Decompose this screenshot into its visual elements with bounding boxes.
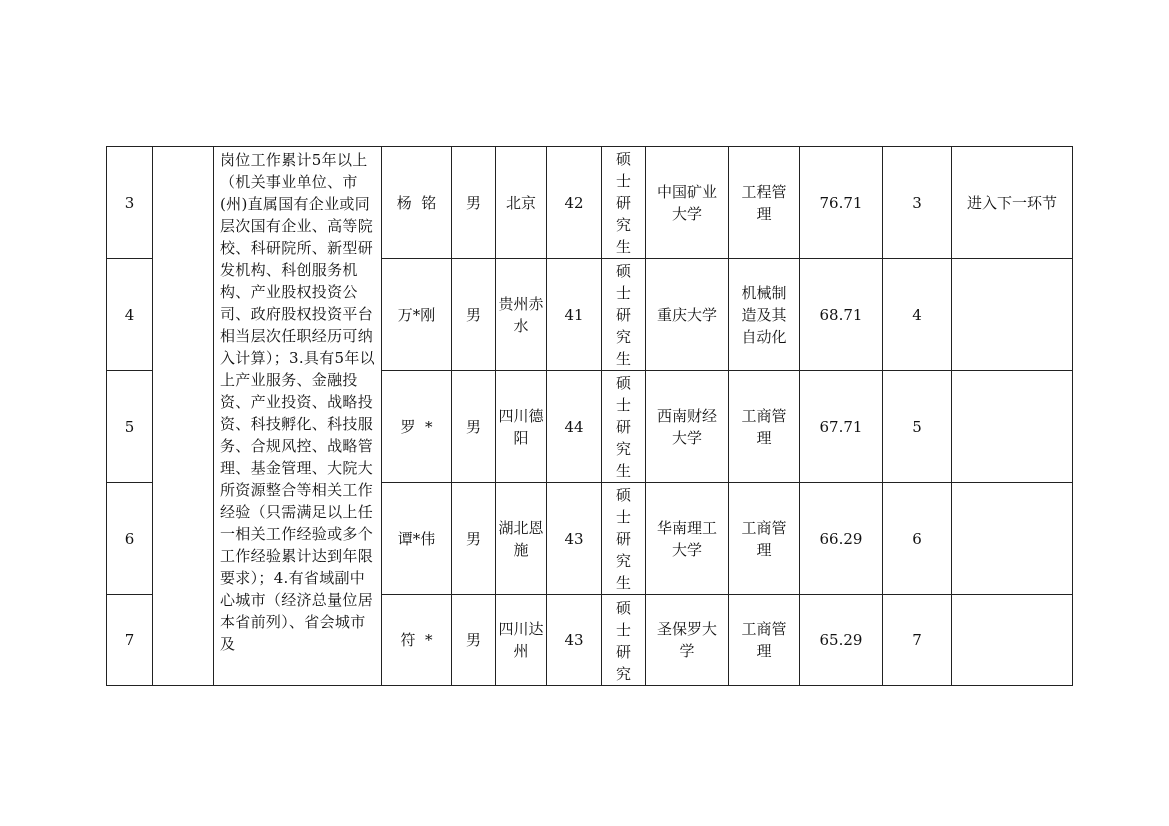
candidate-age: 42 (547, 147, 602, 259)
candidate-score: 76.71 (800, 147, 883, 259)
candidate-gender: 男 (452, 483, 496, 595)
candidate-school: 华南理工大学 (646, 483, 729, 595)
candidate-degree: 硕士研究 (602, 595, 646, 686)
row-number: 6 (107, 483, 153, 595)
candidate-school: 圣保罗大学 (646, 595, 729, 686)
row-number: 5 (107, 371, 153, 483)
candidate-school: 西南财经大学 (646, 371, 729, 483)
candidate-origin: 四川德阳 (496, 371, 547, 483)
candidate-school: 重庆大学 (646, 259, 729, 371)
candidate-major: 工程管理 (729, 147, 800, 259)
candidate-score: 66.29 (800, 483, 883, 595)
requirement-text: 岗位工作累计5年以上（机关事业单位、市(州)直属国有企业或同层次国有企业、高等院校、科研院所、新型研发机构、科创服务机构、产业股权投资公司、政府股权投资平台相当层次任职经历可纳入计算）；3.具有5年以上产业服务、金融投资、产业投资、战略投资、科技孵化、科技服务、合规风控、战略管理、基金管理、大院大所资源整合等相关工作经验（只需满足以上任一相关工作经验或多个工作经验累计达到年限要求）；4.有省域副中心城市（经济总量位居本省前列）、省会城市及 (214, 147, 382, 686)
candidate-table (106, 146, 1073, 686)
candidate-result: 进入下一环节 (952, 147, 1073, 259)
candidate-gender: 男 (452, 259, 496, 371)
candidate-origin: 贵州赤水 (496, 259, 547, 371)
row-number: 3 (107, 147, 153, 259)
candidate-origin: 湖北恩施 (496, 483, 547, 595)
row-number: 7 (107, 595, 153, 686)
candidate-name: 符 * (382, 595, 452, 686)
candidate-result (952, 483, 1073, 595)
candidate-score: 65.29 (800, 595, 883, 686)
candidate-rank: 3 (883, 147, 952, 259)
candidate-rank: 7 (883, 595, 952, 686)
candidate-score: 67.71 (800, 371, 883, 483)
candidate-name: 谭*伟 (382, 483, 452, 595)
candidate-major: 工商管理 (729, 371, 800, 483)
candidate-age: 43 (547, 483, 602, 595)
candidate-major: 工商管理 (729, 483, 800, 595)
candidate-rank: 4 (883, 259, 952, 371)
candidate-result (952, 259, 1073, 371)
candidate-rank: 6 (883, 483, 952, 595)
candidate-degree: 硕士研究生 (602, 147, 646, 259)
candidate-name: 罗 * (382, 371, 452, 483)
candidate-score: 68.71 (800, 259, 883, 371)
candidate-school: 中国矿业大学 (646, 147, 729, 259)
candidate-name: 万*刚 (382, 259, 452, 371)
row-number: 4 (107, 259, 153, 371)
position-cell (153, 147, 214, 686)
candidate-age: 43 (547, 595, 602, 686)
candidate-gender: 男 (452, 147, 496, 259)
candidate-major: 机械制造及其自动化 (729, 259, 800, 371)
candidate-gender: 男 (452, 595, 496, 686)
candidate-result (952, 595, 1073, 686)
candidate-age: 44 (547, 371, 602, 483)
candidate-rank: 5 (883, 371, 952, 483)
table-row (107, 147, 1073, 259)
candidate-age: 41 (547, 259, 602, 371)
candidate-origin: 北京 (496, 147, 547, 259)
candidate-gender: 男 (452, 371, 496, 483)
candidate-degree: 硕士研究生 (602, 259, 646, 371)
candidate-result (952, 371, 1073, 483)
candidate-major: 工商管理 (729, 595, 800, 686)
candidate-name: 杨 铭 (382, 147, 452, 259)
candidate-degree: 硕士研究生 (602, 483, 646, 595)
candidate-degree: 硕士研究生 (602, 371, 646, 483)
candidate-origin: 四川达州 (496, 595, 547, 686)
